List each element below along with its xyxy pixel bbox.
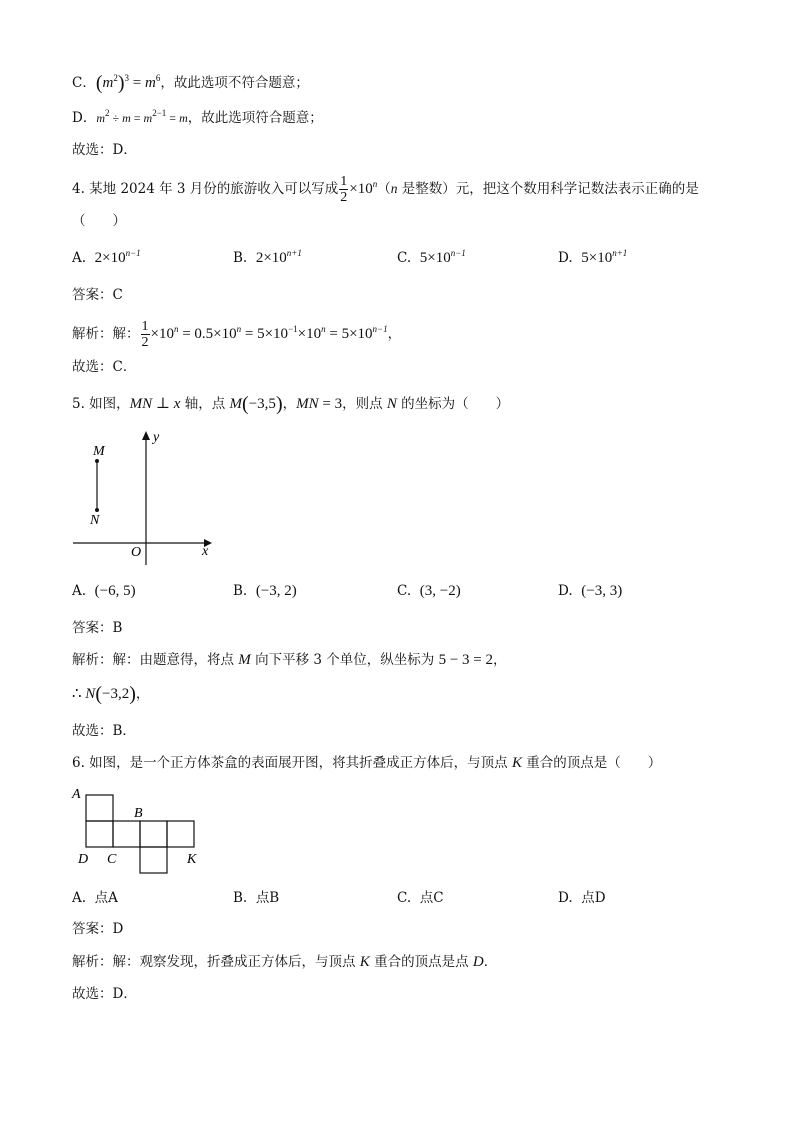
- question-5-stem: 5. 如图，MN ⊥ x 轴，点 M(−3,5)，MN = 3，则点 N 的坐标为（ ）: [72, 393, 510, 415]
- formula: $m^2 \div m = m^{2-1} = m$: [96, 108, 188, 125]
- y-axis-arrow-icon: [142, 431, 150, 440]
- figure-6-cube-net: [70, 785, 210, 880]
- q5-solution-2: ∴ N(−3,2)，: [72, 683, 150, 705]
- q4-solution: [72, 316, 401, 352]
- net-square: [86, 821, 113, 847]
- label-a: A: [72, 787, 81, 802]
- q5-solution: 解析：解：由题意得，将点 M 向下平移 3 个单位，纵坐标为 5 − 3 = 2，: [72, 652, 507, 668]
- q6-option-a[interactable]: A. 点A: [72, 890, 118, 906]
- var-n: n: [390, 181, 398, 196]
- question-text-tail: 是整数）元，把这个数用科学记数法表示正确的是: [397, 181, 699, 197]
- label-b: B: [134, 806, 143, 821]
- fraction-one-half: $\frac{1}{2}$: [141, 319, 149, 350]
- prev-option-c: [72, 73, 309, 93]
- choose-line-3: 故选：D．: [72, 142, 137, 158]
- point-n: [95, 508, 99, 512]
- q4-answer: 答案：C: [72, 287, 123, 303]
- figure-5-coordinate-plane: [68, 425, 218, 570]
- label-d: D: [78, 852, 89, 867]
- solution-formula: $\times 10^n = 0.5\times 10^n = 5\times 10^{-1}\times 10^n = 5\times 10^{n-1}$: [150, 324, 388, 342]
- solution-label: 解析：解：: [72, 326, 140, 342]
- option-label: C．: [72, 75, 96, 91]
- q5-option-d[interactable]: D. (−3, 3): [558, 583, 623, 599]
- q5-option-a[interactable]: A. (−6, 5): [72, 583, 136, 599]
- formula: $(m^2)^3 = m^6$: [95, 72, 161, 94]
- option-text: ，故此选项符合题意；: [187, 110, 323, 126]
- q4-option-c[interactable]: C. $5\times 10^{n-1}$: [397, 248, 466, 266]
- q6-solution: 解析：解：观察发现，折叠成正方体后，与顶点 K 重合的顶点是点 D．: [72, 954, 498, 970]
- question-text: 4. 某地 2024 年 3 月份的旅游收入可以写成: [72, 181, 339, 197]
- question-4-stem: 4. 某地 2024 年 3 月份的旅游收入可以写成 $\frac{1}{2}$ $\times 10^n(n$ 是整数）元，把这个数用科学记数法表示正确的是: [72, 174, 699, 205]
- q6-option-d[interactable]: D. 点D: [558, 890, 606, 906]
- q5-answer: 答案：B: [72, 620, 123, 636]
- net-square: [140, 821, 167, 847]
- q4-option-a[interactable]: A. $2\times 10^{n-1}$: [72, 248, 141, 266]
- label-c: C: [107, 852, 117, 867]
- q6-choose: 故选：D．: [72, 986, 137, 1002]
- punct: ，: [387, 326, 402, 342]
- net-square: [86, 795, 113, 821]
- q4-choose: 故选：C．: [72, 359, 137, 375]
- prev-option-d: [72, 108, 323, 128]
- q6-answer: 答案：D: [72, 921, 124, 937]
- q5-option-c[interactable]: C. (3, −2): [397, 583, 461, 599]
- q6-option-b[interactable]: B. 点B: [233, 890, 280, 906]
- q4-option-b[interactable]: B. $2\times 10^{n+1}$: [233, 248, 302, 266]
- net-square: [113, 821, 140, 847]
- question-4-paren: （ ）: [72, 213, 126, 229]
- net-square: [140, 847, 167, 873]
- label-x: x: [202, 544, 209, 559]
- q6-option-c[interactable]: C. 点C: [397, 890, 444, 906]
- option-label: D．: [72, 110, 97, 126]
- label-m: M: [93, 444, 105, 459]
- label-k: K: [187, 852, 197, 867]
- question-6-stem: 6. 如图，是一个正方体茶盒的表面展开图，将其折叠成正方体后，与顶点 K 重合的顶点是（ ）: [72, 755, 662, 771]
- fraction-one-half: $\frac{1}{2}$: [340, 174, 348, 205]
- label-o: O: [131, 545, 142, 560]
- label-n: N: [90, 513, 100, 528]
- net-square: [167, 821, 194, 847]
- point-m: [95, 459, 99, 463]
- option-text: ，故此选项不符合题意；: [160, 75, 309, 91]
- label-y: y: [153, 430, 160, 445]
- q5-choose: 故选：B．: [72, 723, 136, 739]
- q5-option-b[interactable]: B. (−3, 2): [233, 583, 297, 599]
- q4-option-d[interactable]: D. $5\times 10^{n+1}$: [558, 248, 628, 266]
- paren-open: （: [377, 181, 391, 197]
